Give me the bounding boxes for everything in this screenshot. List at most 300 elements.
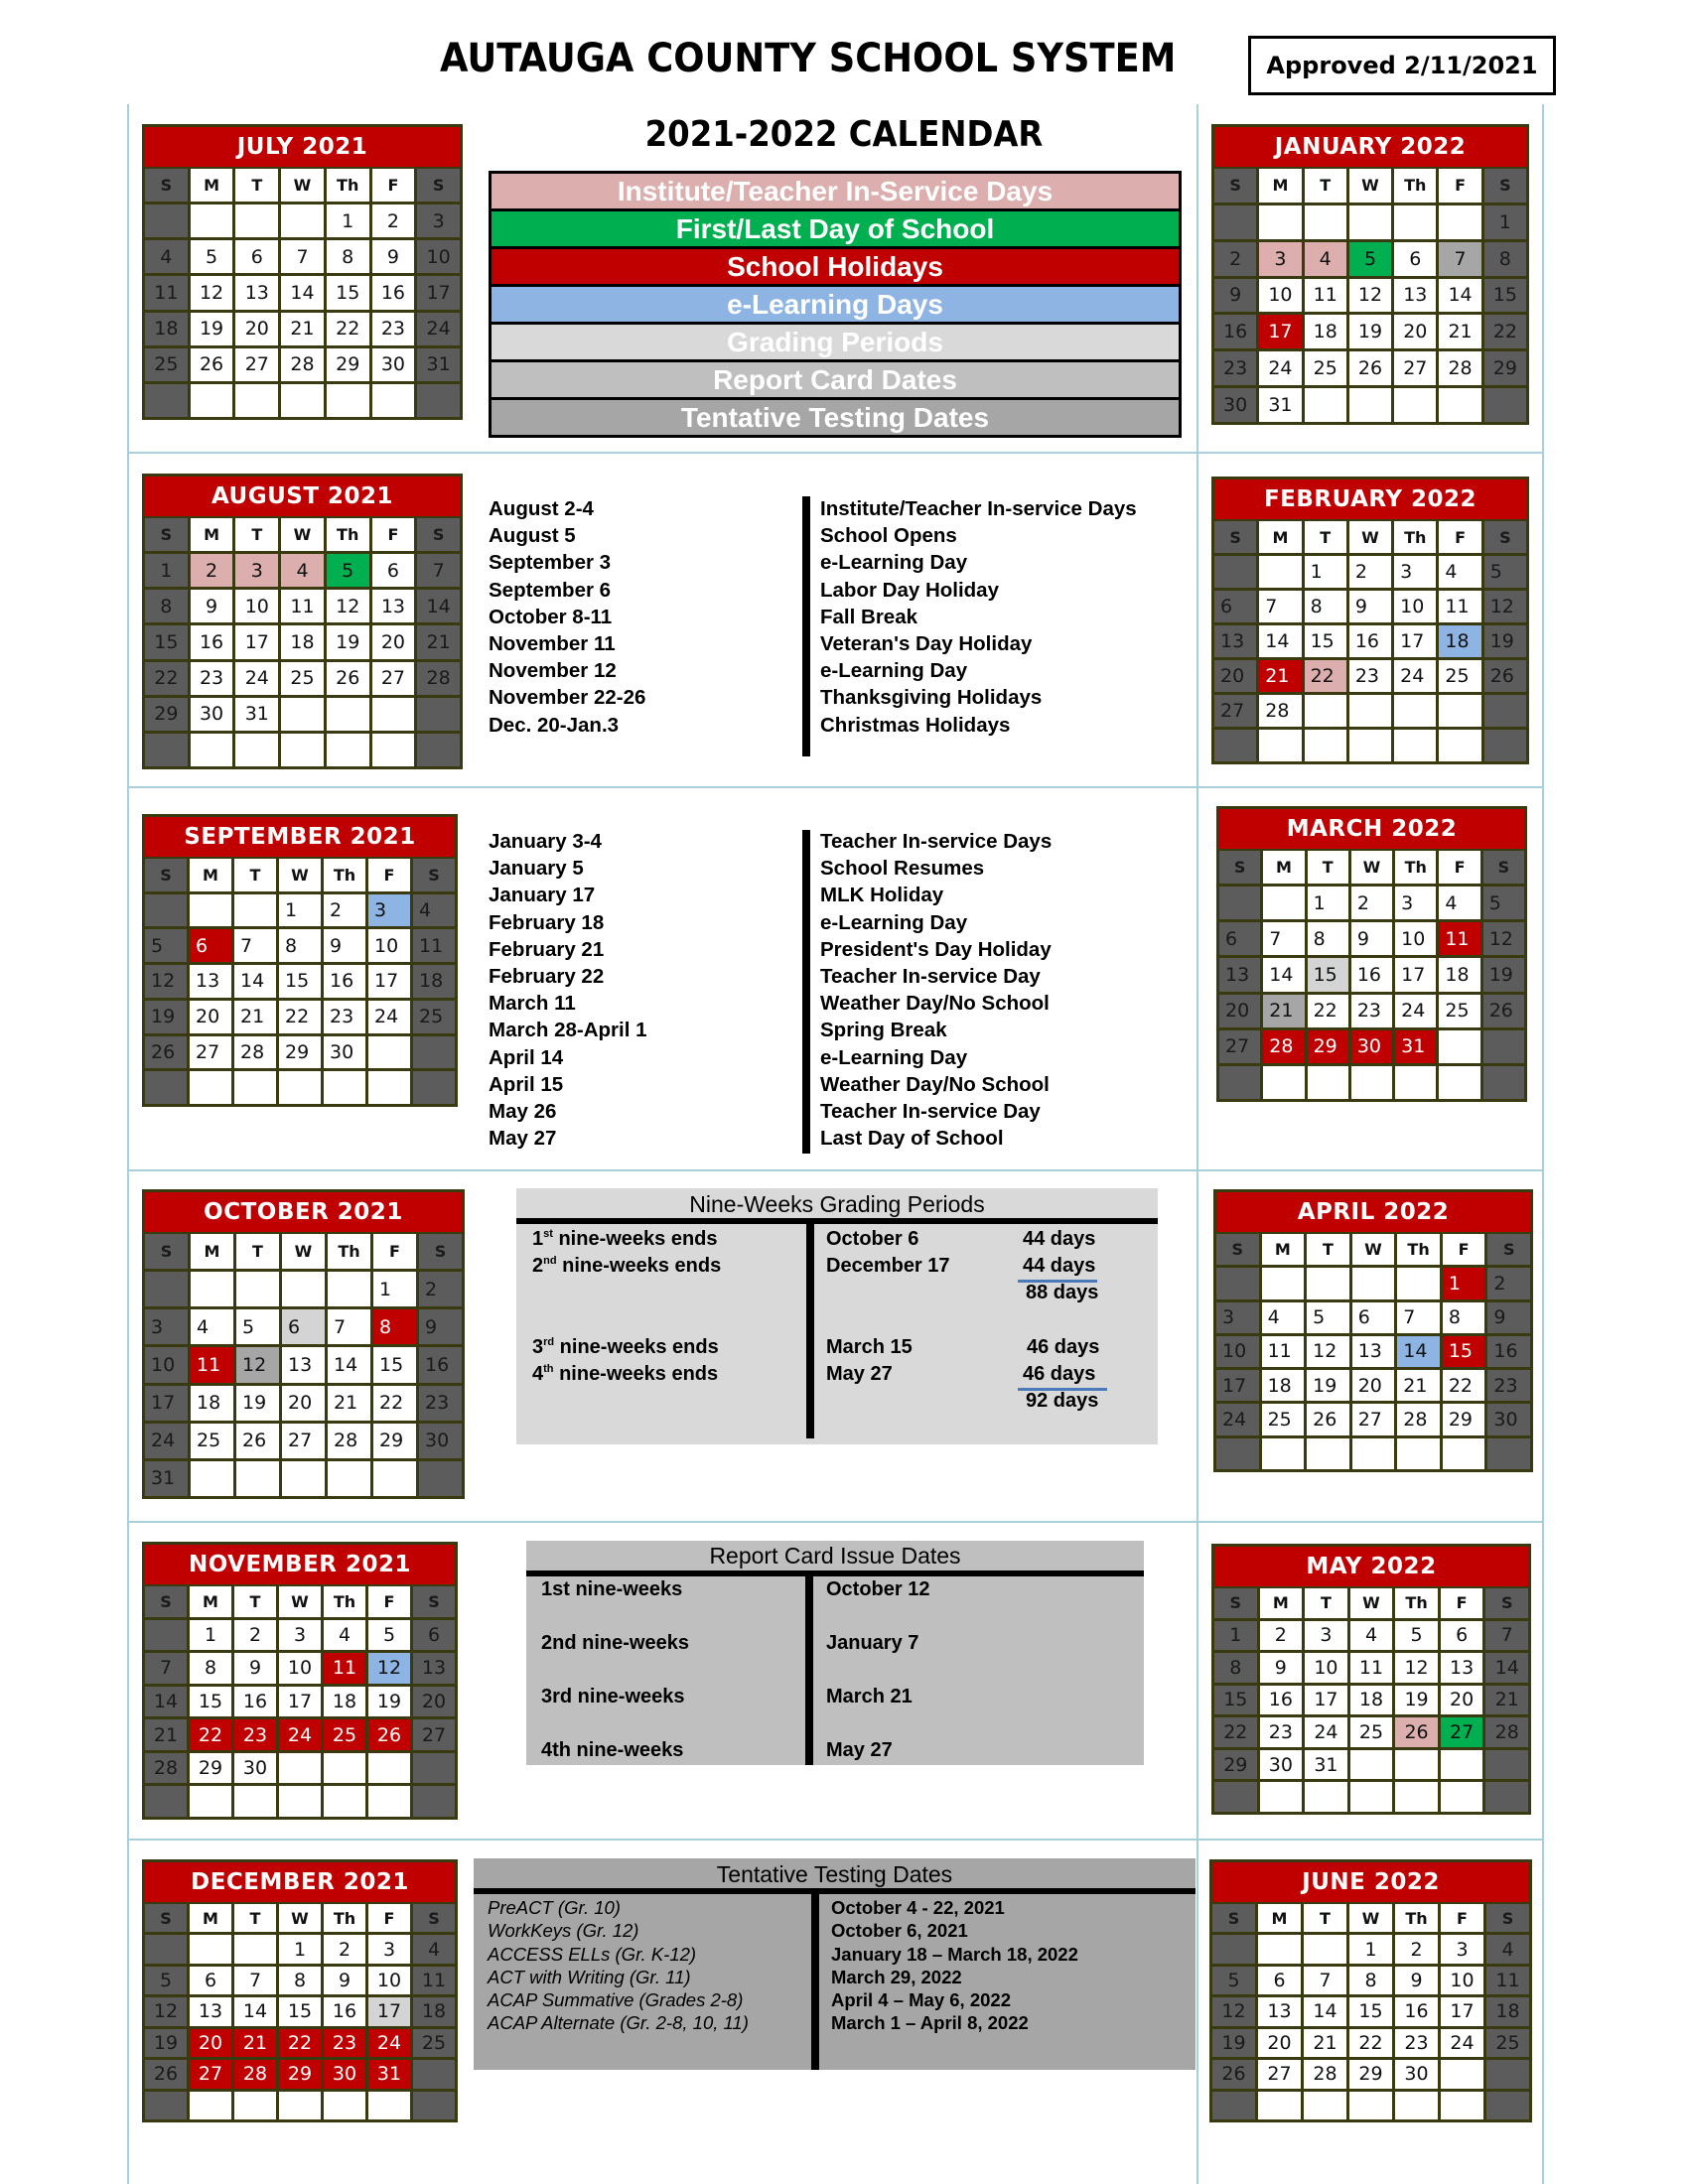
empty-cell: [1394, 388, 1436, 422]
day-cell: 21: [234, 2029, 276, 2057]
grading-row-3-days: 46 days: [1027, 1336, 1100, 1358]
weekday-header: Th: [328, 1234, 370, 1269]
day-cell: 7: [1259, 591, 1301, 622]
weekday-header: F: [368, 859, 410, 891]
weekday-header: W: [1349, 521, 1391, 553]
day-cell: 17: [417, 276, 460, 309]
day-cell: 25: [1262, 1404, 1305, 1434]
weekday-header: S: [1487, 1234, 1530, 1265]
weekday-header: T: [235, 169, 278, 202]
day-cell: 23: [1214, 351, 1256, 385]
day-cell: 14: [281, 276, 324, 309]
day-cell: 26: [1395, 1717, 1438, 1747]
weekday-header: S: [145, 518, 188, 551]
day-cell: 27: [1441, 1717, 1483, 1747]
day-cell: 13: [190, 1997, 231, 2025]
list-item: e-Learning Day: [820, 1045, 968, 1069]
list-item: August 2-4: [489, 497, 594, 520]
empty-cell: [1351, 1066, 1392, 1099]
day-cell: 12: [145, 1997, 187, 2025]
day-cell: 13: [1219, 958, 1260, 991]
empty-cell: [235, 384, 278, 417]
empty-cell: [279, 2092, 321, 2119]
month-calendar-apr: [1213, 1189, 1533, 1472]
weekday-header: Th: [1395, 1904, 1438, 1932]
empty-cell: [1352, 1438, 1395, 1469]
day-cell: 4: [324, 1620, 365, 1651]
day-cell: 3: [1395, 887, 1436, 919]
weekday-header: M: [1258, 1904, 1301, 1932]
day-cell: 20: [190, 2029, 231, 2057]
day-cell: 11: [191, 1347, 233, 1382]
day-cell: 22: [279, 1001, 321, 1033]
list-item: e-Learning Day: [820, 910, 968, 934]
day-cell: 13: [1352, 1336, 1395, 1367]
list-item: January 3-4: [489, 830, 602, 853]
weekday-header: Th: [1394, 169, 1436, 203]
day-cell: 27: [1214, 695, 1256, 727]
report-row-1-date: October 12: [826, 1578, 930, 1600]
empty-cell: [1395, 2092, 1438, 2119]
day-cell: 7: [417, 554, 460, 587]
day-cell: 19: [327, 625, 369, 658]
list-item: February 21: [489, 937, 605, 961]
day-cell: 24: [1441, 2029, 1483, 2057]
list-item: Teacher In-service Days: [820, 830, 1053, 853]
day-cell: 24: [368, 1001, 410, 1033]
day-cell: 25: [1439, 995, 1479, 1027]
month-header: FEBRUARY 2022: [1214, 479, 1526, 521]
day-cell: 4: [1439, 887, 1479, 919]
day-cell: 10: [1216, 1336, 1259, 1367]
day-cell: 22: [1349, 2029, 1392, 2057]
day-cell: 26: [1484, 660, 1526, 692]
day-cell: 14: [234, 1997, 276, 2025]
empty-cell: [145, 205, 188, 237]
weekday-header: S: [1219, 851, 1260, 884]
empty-cell: [324, 1071, 365, 1104]
day-cell: 21: [417, 625, 460, 658]
weekday-header: T: [236, 1234, 279, 1269]
day-cell: 10: [368, 929, 410, 962]
grading-row-4-label: 4th nine-weeks ends: [532, 1363, 719, 1385]
day-cell: 26: [145, 1036, 187, 1069]
day-cell: 3: [1441, 1935, 1483, 1963]
weekday-header: W: [1351, 851, 1392, 884]
day-cell: 18: [1350, 1686, 1393, 1715]
day-cell: 21: [1397, 1370, 1440, 1401]
empty-cell: [1258, 2092, 1301, 2119]
weekday-header: Th: [1394, 521, 1436, 553]
list-item: February 18: [489, 910, 605, 934]
day-cell: 16: [1214, 315, 1256, 348]
month-header: APRIL 2022: [1216, 1192, 1530, 1234]
list-item: November 12: [489, 659, 617, 683]
day-cell: 5: [368, 1620, 410, 1651]
month-header: JULY 2021: [145, 127, 460, 169]
empty-cell: [368, 2092, 410, 2119]
weekday-header: S: [1486, 1904, 1529, 1932]
day-cell: 21: [281, 313, 324, 345]
day-cell: 26: [1483, 995, 1524, 1027]
day-cell: 20: [1219, 995, 1260, 1027]
day-cell: 13: [1214, 625, 1256, 657]
day-cell: 18: [1262, 1370, 1305, 1401]
day-cell: 4: [281, 554, 324, 587]
day-cell: 5: [145, 929, 187, 962]
day-cell: 24: [1259, 351, 1301, 385]
weekday-header: M: [190, 1904, 231, 1932]
day-cell: 10: [1259, 279, 1301, 313]
day-cell: 17: [279, 1687, 321, 1717]
day-cell: 4: [191, 1309, 233, 1344]
empty-cell: [234, 1786, 276, 1817]
list-item: Christmas Holidays: [820, 713, 1011, 737]
day-cell: 3: [368, 894, 410, 927]
list-item: February 22: [489, 965, 605, 989]
day-cell: 10: [145, 1347, 188, 1382]
day-cell: 12: [368, 1653, 410, 1684]
empty-cell: [190, 1935, 231, 1963]
weekday-header: W: [282, 1234, 325, 1269]
day-cell: 30: [1487, 1404, 1530, 1434]
weekday-header: W: [279, 1904, 321, 1932]
empty-cell: [1304, 1935, 1346, 1963]
report-row-4-date: May 27: [826, 1739, 893, 1761]
list-item: Institute/Teacher In-service Days: [820, 497, 1137, 520]
day-cell: 27: [1352, 1404, 1395, 1434]
list-item: Weather Day/No School: [820, 1072, 1050, 1096]
day-cell: 26: [1307, 1404, 1349, 1434]
day-cell: 3: [1305, 1621, 1347, 1651]
day-cell: 16: [419, 1347, 462, 1382]
month-calendar-mar: [1216, 806, 1527, 1102]
row-divider: [127, 786, 1544, 788]
day-cell: 14: [234, 965, 276, 998]
empty-cell: [413, 2060, 455, 2088]
empty-cell: [190, 1071, 231, 1104]
day-cell: 11: [1486, 1967, 1529, 1994]
day-cell: 3: [1394, 556, 1436, 588]
weekday-header: Th: [1395, 1588, 1438, 1618]
month-header: SEPTEMBER 2021: [145, 817, 455, 859]
month-header: JUNE 2022: [1212, 1862, 1529, 1904]
list-item: March 11: [489, 992, 576, 1016]
empty-cell: [281, 384, 324, 417]
day-cell: 24: [1395, 995, 1436, 1027]
day-cell: 9: [1487, 1302, 1530, 1333]
day-cell: 26: [145, 2060, 187, 2088]
empty-cell: [1349, 730, 1391, 761]
weekday-header: F: [1439, 169, 1480, 203]
day-cell: 13: [1394, 279, 1436, 313]
day-cell: 5: [1349, 242, 1391, 276]
day-cell: 19: [1484, 625, 1526, 657]
list-item: President's Day Holiday: [820, 937, 1052, 961]
day-cell: 1: [373, 1272, 416, 1306]
day-cell: 23: [1487, 1370, 1530, 1401]
day-cell: 8: [1443, 1302, 1485, 1333]
empty-cell: [1349, 205, 1391, 239]
day-cell: 10: [1441, 1967, 1483, 1994]
day-cell: 9: [372, 240, 415, 273]
weekday-header: F: [1441, 1904, 1483, 1932]
weekday-header: S: [145, 1586, 187, 1617]
list-item: Last Day of School: [820, 1127, 1004, 1151]
weekday-header: M: [191, 518, 233, 551]
day-cell: 6: [1258, 1967, 1301, 1994]
day-cell: 30: [419, 1424, 462, 1458]
day-cell: 3: [417, 205, 460, 237]
weekday-header: S: [417, 518, 460, 551]
day-cell: 14: [1439, 279, 1480, 313]
empty-cell: [1305, 1782, 1347, 1812]
day-cell: 25: [1486, 2029, 1529, 2057]
month-calendar-sep: [142, 814, 458, 1107]
day-cell: 4: [1439, 556, 1480, 588]
day-cell: 12: [1307, 1336, 1349, 1367]
report-row-4-period: 4th nine-weeks: [541, 1739, 684, 1761]
empty-cell: [324, 1786, 365, 1817]
day-cell: 29: [279, 2060, 321, 2088]
day-cell: 31: [368, 2060, 410, 2088]
spring-key-dates-divider: [802, 830, 810, 1154]
day-cell: 9: [1395, 1967, 1438, 1994]
day-cell: 22: [327, 313, 369, 345]
empty-cell: [1260, 1782, 1303, 1812]
test-name: PreACT (Gr. 10): [488, 1897, 621, 1918]
day-cell: 4: [1486, 1935, 1529, 1963]
empty-cell: [413, 1071, 455, 1104]
day-cell: 16: [1349, 625, 1391, 657]
day-cell: 26: [327, 662, 369, 695]
empty-cell: [368, 1786, 410, 1817]
weekday-header: T: [1305, 1588, 1347, 1618]
empty-cell: [1263, 1066, 1304, 1099]
day-cell: 5: [1483, 887, 1524, 919]
day-cell: 15: [145, 625, 188, 658]
day-cell: 8: [145, 590, 188, 622]
empty-cell: [1441, 1782, 1483, 1812]
day-cell: 17: [1395, 958, 1436, 991]
empty-cell: [413, 2092, 455, 2119]
day-cell: 16: [191, 625, 233, 658]
empty-cell: [1486, 2060, 1529, 2088]
day-cell: 26: [368, 1719, 410, 1750]
day-cell: 31: [145, 1461, 188, 1496]
empty-cell: [1397, 1438, 1440, 1469]
day-cell: 16: [372, 276, 415, 309]
day-cell: 14: [1397, 1336, 1440, 1367]
day-cell: 15: [1308, 958, 1348, 991]
grading-row-1-date: October 6: [826, 1228, 919, 1250]
test-date: March 29, 2022: [831, 1966, 962, 1987]
day-cell: 31: [1305, 1750, 1347, 1780]
day-cell: 20: [190, 1001, 231, 1033]
day-cell: 7: [234, 929, 276, 962]
report-row-2-period: 2nd nine-weeks: [541, 1632, 689, 1654]
report-row-3-date: March 21: [826, 1686, 913, 1707]
day-cell: 18: [1439, 625, 1480, 657]
empty-cell: [190, 2092, 231, 2119]
day-cell: 11: [413, 1967, 455, 1994]
empty-cell: [1352, 1268, 1395, 1298]
day-cell: 30: [1260, 1750, 1303, 1780]
test-date: October 4 - 22, 2021: [831, 1897, 1005, 1918]
day-cell: 21: [1485, 1686, 1528, 1715]
weekday-header: S: [417, 169, 460, 202]
empty-cell: [368, 1071, 410, 1104]
day-cell: 28: [1439, 351, 1480, 385]
day-cell: 1: [1214, 1621, 1257, 1651]
empty-cell: [417, 734, 460, 766]
day-cell: 17: [368, 1997, 410, 2025]
day-cell: 12: [1212, 1997, 1255, 2025]
day-cell: 17: [1394, 625, 1436, 657]
day-cell: 1: [279, 894, 321, 927]
empty-cell: [1487, 1438, 1530, 1469]
empty-cell: [279, 1786, 321, 1817]
empty-cell: [327, 698, 369, 731]
weekday-header: Th: [324, 1904, 365, 1932]
list-item: Weather Day/No School: [820, 992, 1050, 1016]
day-cell: 25: [1439, 660, 1480, 692]
day-cell: 12: [1483, 922, 1524, 955]
legend-holidays: School Holidays: [492, 249, 1179, 284]
day-cell: 21: [1304, 2029, 1346, 2057]
day-cell: 19: [145, 2029, 187, 2057]
day-cell: 28: [1304, 2060, 1346, 2088]
legend-elearning: e-Learning Days: [492, 287, 1179, 322]
day-cell: 17: [1441, 1997, 1483, 2025]
weekday-header: T: [1304, 1904, 1346, 1932]
day-cell: 6: [190, 1967, 231, 1994]
empty-cell: [1214, 556, 1256, 588]
day-cell: 11: [1350, 1653, 1393, 1683]
day-cell: 19: [368, 1687, 410, 1717]
report-card-box: [526, 1541, 1144, 1765]
day-cell: 20: [372, 625, 415, 658]
spring-key-dates: [489, 828, 647, 1152]
empty-cell: [1395, 1750, 1438, 1780]
day-cell: 22: [279, 2029, 321, 2057]
day-cell: 17: [145, 1386, 188, 1421]
empty-cell: [1349, 388, 1391, 422]
weekday-header: F: [1443, 1234, 1485, 1265]
day-cell: 5: [236, 1309, 279, 1344]
empty-cell: [324, 2092, 365, 2119]
day-cell: 18: [191, 1386, 233, 1421]
weekday-header: M: [1259, 169, 1301, 203]
empty-cell: [145, 1786, 187, 1817]
list-item: August 5: [489, 524, 576, 548]
day-cell: 14: [145, 1687, 187, 1717]
day-cell: 19: [191, 313, 233, 345]
empty-cell: [1483, 1066, 1524, 1099]
weekday-header: W: [279, 1586, 321, 1617]
day-cell: 15: [279, 1997, 321, 2025]
day-cell: 7: [1263, 922, 1304, 955]
empty-cell: [1219, 887, 1260, 919]
day-cell: 23: [372, 313, 415, 345]
empty-cell: [234, 894, 276, 927]
empty-cell: [145, 734, 188, 766]
day-cell: 24: [145, 1424, 188, 1458]
list-item: School Opens: [820, 524, 957, 548]
day-cell: 27: [1394, 351, 1436, 385]
empty-cell: [1395, 1782, 1438, 1812]
day-cell: 29: [1443, 1404, 1485, 1434]
day-cell: 22: [1443, 1370, 1485, 1401]
day-cell: 9: [324, 1967, 365, 1994]
grading-row-1-label: 1st nine-weeks ends: [532, 1228, 718, 1250]
semester-1-total: 88 days: [1026, 1282, 1099, 1303]
day-cell: 18: [324, 1687, 365, 1717]
day-cell: 12: [236, 1347, 279, 1382]
day-cell: 20: [1441, 1686, 1483, 1715]
day-cell: 12: [1349, 279, 1391, 313]
day-cell: 13: [372, 590, 415, 622]
day-cell: 29: [190, 1753, 231, 1784]
empty-cell: [1439, 1030, 1479, 1063]
day-cell: 31: [417, 348, 460, 381]
empty-cell: [1214, 1782, 1257, 1812]
day-cell: 4: [413, 894, 455, 927]
empty-cell: [145, 894, 187, 927]
empty-cell: [1307, 1268, 1349, 1298]
day-cell: 11: [145, 276, 188, 309]
weekday-header: T: [1307, 1234, 1349, 1265]
empty-cell: [1439, 730, 1480, 761]
day-cell: 30: [324, 2060, 365, 2088]
fall-key-dates: [489, 495, 645, 739]
empty-cell: [1258, 1935, 1301, 1963]
empty-cell: [417, 384, 460, 417]
day-cell: 22: [1305, 660, 1346, 692]
day-cell: 16: [324, 965, 365, 998]
day-cell: 6: [282, 1309, 325, 1344]
day-cell: 20: [235, 313, 278, 345]
day-cell: 11: [324, 1653, 365, 1684]
empty-cell: [1486, 2092, 1529, 2119]
empty-cell: [1350, 1782, 1393, 1812]
day-cell: 28: [145, 1753, 187, 1784]
empty-cell: [1397, 1268, 1440, 1298]
day-cell: 24: [368, 2029, 410, 2057]
day-cell: 8: [279, 1967, 321, 1994]
day-cell: 15: [1349, 1997, 1392, 2025]
weekday-header: T: [1305, 169, 1346, 203]
row-divider: [127, 1169, 1544, 1171]
empty-cell: [234, 2092, 276, 2119]
weekday-header: S: [1214, 521, 1256, 553]
empty-cell: [372, 734, 415, 766]
day-cell: 5: [327, 554, 369, 587]
day-cell: 30: [372, 348, 415, 381]
empty-cell: [1305, 695, 1346, 727]
empty-cell: [145, 1272, 188, 1306]
day-cell: 9: [1260, 1653, 1303, 1683]
weekday-header: S: [145, 169, 188, 202]
day-cell: 22: [373, 1386, 416, 1421]
fall-key-events: [820, 495, 1137, 739]
list-item: April 14: [489, 1045, 564, 1069]
list-item: Dec. 20-Jan.3: [489, 713, 620, 737]
list-item: January 5: [489, 857, 584, 881]
empty-cell: [234, 1071, 276, 1104]
day-cell: 13: [1441, 1653, 1483, 1683]
testing-dates-box: [474, 1858, 1196, 2070]
